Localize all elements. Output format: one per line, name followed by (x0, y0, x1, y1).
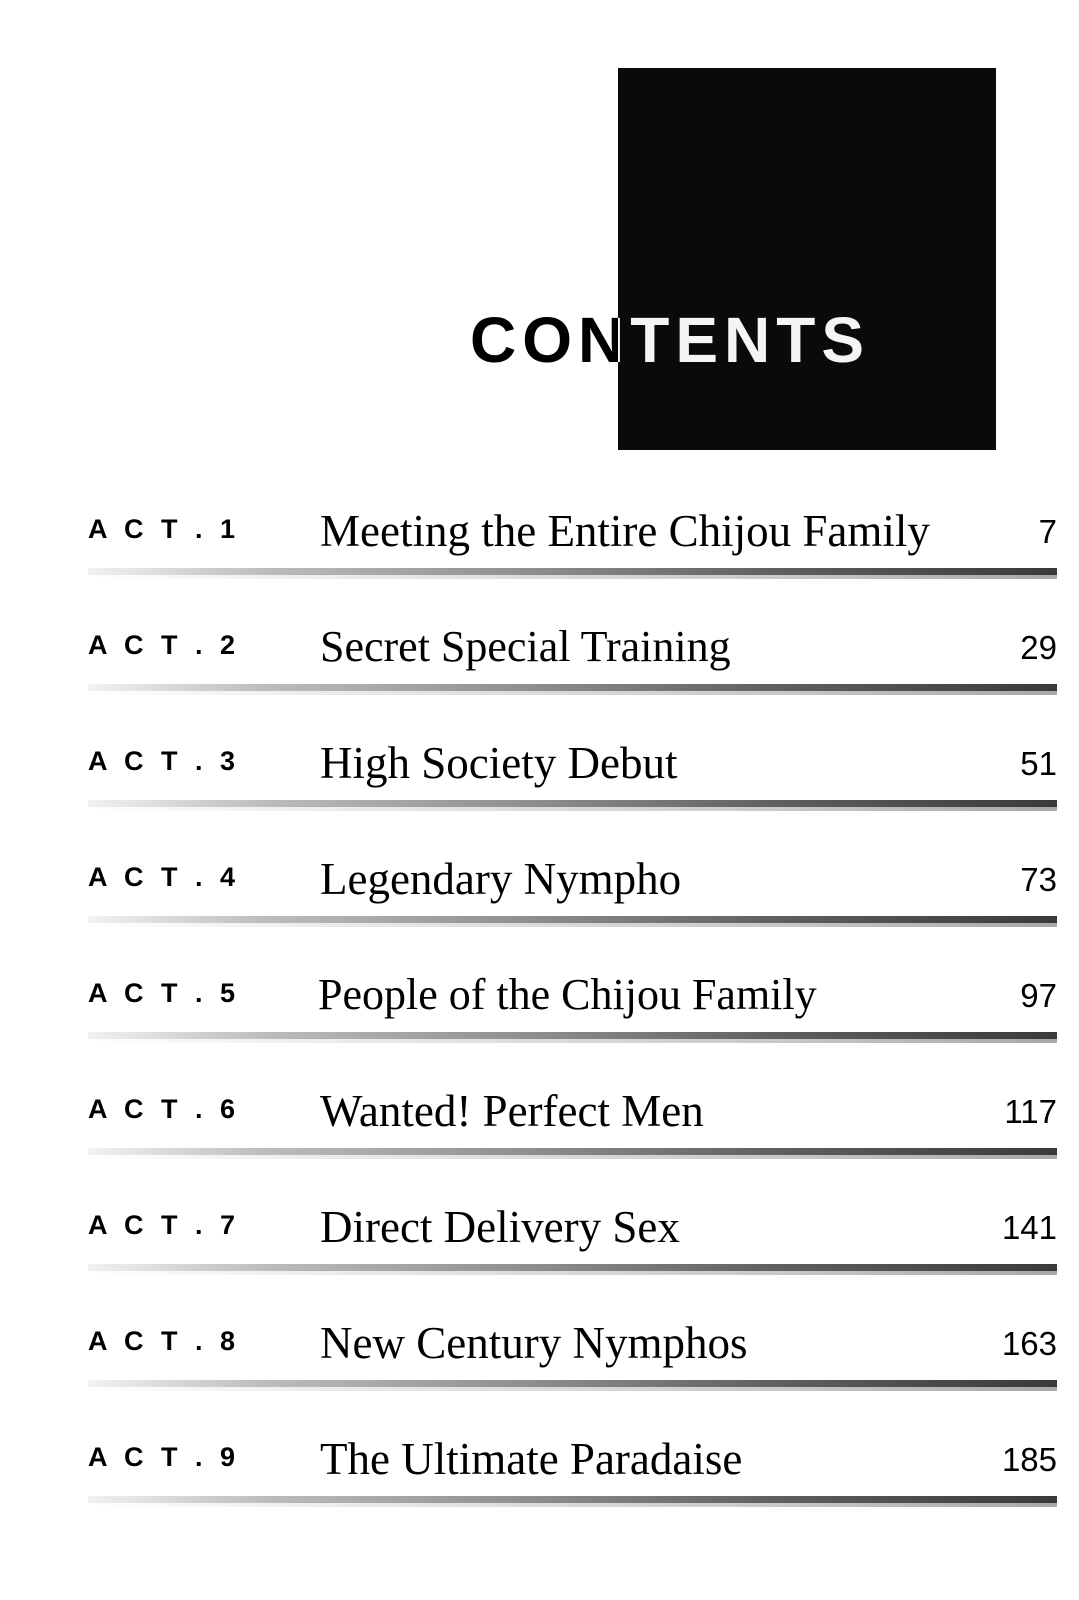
toc-entry[interactable] (0, 840, 1079, 956)
act-title: New Century Nymphos (320, 1318, 748, 1368)
act-title: Direct Delivery Sex (320, 1202, 680, 1252)
toc-entry[interactable] (0, 492, 1079, 608)
act-title: Meeting the Entire Chijou Family (320, 506, 930, 556)
toc-entry[interactable] (0, 1188, 1079, 1304)
act-title: People of the Chijou Family (318, 970, 817, 1019)
divider-rule (88, 1380, 1057, 1391)
act-title: The Ultimate Paradaise (320, 1434, 743, 1484)
toc-entry[interactable] (0, 1420, 1079, 1536)
toc-entry[interactable] (0, 608, 1079, 724)
act-title: Legendary Nympho (320, 854, 682, 904)
act-label: A C T . 6 (88, 1094, 241, 1124)
divider-rule (88, 916, 1057, 927)
divider-rule (88, 684, 1057, 695)
act-label: A C T . 1 (88, 514, 241, 544)
toc-entry[interactable] (0, 1304, 1079, 1420)
act-label: A C T . 9 (88, 1442, 241, 1472)
act-page-number: 97 (1020, 977, 1057, 1014)
toc-entry[interactable] (0, 1072, 1079, 1188)
act-title: Secret Special Training (320, 622, 731, 671)
table-of-contents (0, 492, 1079, 1536)
divider-rule (88, 800, 1057, 811)
act-page-number: 117 (1004, 1093, 1057, 1130)
act-label: A C T . 8 (88, 1326, 241, 1356)
act-title: Wanted! Perfect Men (320, 1086, 704, 1136)
toc-entry[interactable] (0, 956, 1079, 1072)
act-page-number: 73 (1020, 861, 1057, 898)
act-label: A C T . 7 (88, 1210, 241, 1240)
divider-rule (88, 1496, 1057, 1507)
toc-entry[interactable] (0, 724, 1079, 840)
act-page-number: 141 (1001, 1209, 1057, 1246)
act-label: A C T . 5 (88, 978, 241, 1008)
page-title: CONTENTS (470, 304, 870, 376)
act-label: A C T . 2 (88, 630, 241, 660)
act-page-number: 163 (1001, 1325, 1057, 1362)
contents-header-block (618, 68, 996, 450)
act-page-number: 7 (1038, 513, 1057, 550)
act-title: High Society Debut (320, 738, 678, 788)
divider-rule (88, 1264, 1057, 1275)
act-page-number: 185 (1001, 1441, 1057, 1478)
act-label: A C T . 3 (88, 746, 241, 776)
act-page-number: 51 (1020, 745, 1057, 782)
divider-rule (88, 568, 1057, 579)
act-page-number: 29 (1020, 629, 1057, 666)
divider-rule (88, 1032, 1057, 1043)
act-label: A C T . 4 (88, 862, 241, 892)
divider-rule (88, 1148, 1057, 1159)
